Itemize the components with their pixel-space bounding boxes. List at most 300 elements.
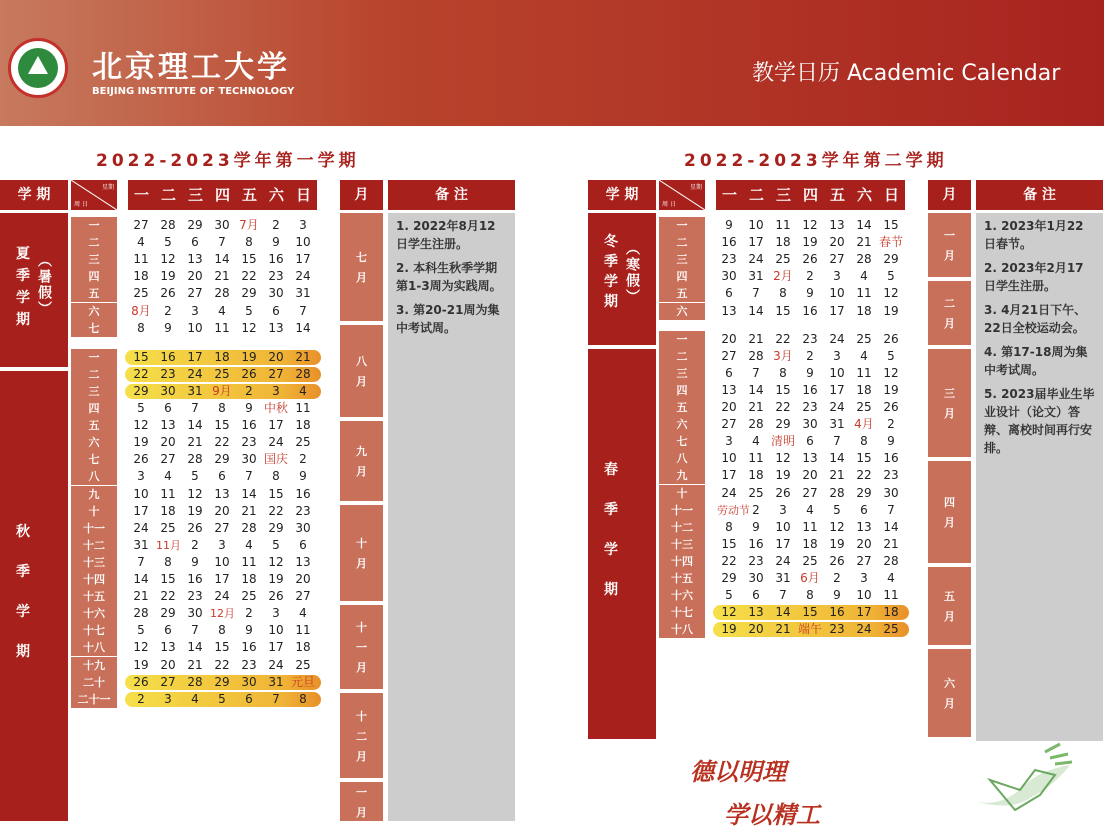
day-cell: 16: [268, 252, 284, 267]
day-cell: 27: [721, 417, 737, 432]
day-cell: 21: [133, 589, 149, 604]
day-cell: 31: [295, 286, 311, 301]
week-number: 六: [71, 303, 117, 320]
day-cell: 4: [137, 235, 145, 250]
day-cell: 端午: [798, 622, 823, 637]
day-cell: 19: [268, 572, 284, 586]
day-cell: 5: [137, 401, 145, 415]
day-cell: 29: [214, 674, 230, 689]
day-cell: 7: [752, 286, 760, 301]
day-cell: 23: [721, 252, 737, 267]
header-month: 月: [928, 180, 971, 210]
day-cell: 18: [748, 468, 764, 483]
day-cell: 13: [802, 451, 818, 466]
day-cell: 28: [187, 674, 203, 689]
day-cell: 31: [268, 674, 284, 689]
week-number: 五: [659, 285, 705, 302]
day-cell: 16: [748, 536, 764, 551]
month-char: 月: [356, 749, 367, 763]
day-cell: 29: [268, 520, 284, 535]
day-cell: 8: [725, 519, 733, 534]
day-cell: 14: [856, 218, 872, 232]
day-cell: 10: [721, 451, 737, 466]
day-cell: 26: [133, 452, 149, 467]
term-char: 夏: [16, 246, 30, 262]
term-cell: [0, 213, 68, 367]
week-number: 二: [659, 348, 705, 365]
term-char: 季: [604, 502, 618, 518]
day-cell: 12: [133, 418, 149, 433]
day-cell: 17: [133, 503, 149, 518]
day-cell: 21: [295, 349, 311, 364]
day-cell: 13: [214, 486, 230, 501]
day-cell: 28: [748, 348, 764, 363]
day-cell: 9: [806, 286, 814, 301]
term-char: 学: [16, 290, 30, 306]
day-cell: 29: [721, 571, 737, 585]
month-cell: [928, 213, 971, 277]
day-cell: 13: [160, 418, 176, 433]
day-cell: 21: [748, 400, 764, 414]
day-cell: 8: [860, 434, 868, 449]
day-cell: 11月: [156, 538, 181, 552]
day-cell: 14: [187, 640, 203, 655]
day-cell: 16: [187, 572, 203, 586]
day-cell: 5: [272, 537, 280, 552]
day-cell: 16: [883, 451, 899, 466]
day-cell: 9: [833, 588, 841, 603]
term-cell: [0, 371, 68, 821]
day-cell: 清明: [771, 434, 796, 449]
term-cell: [588, 213, 656, 345]
day-cell: 3: [191, 303, 199, 318]
day-cell: 27: [829, 252, 845, 267]
day-cell: 2: [299, 452, 307, 467]
week-number: 三: [659, 365, 705, 382]
day-cell: 6: [164, 401, 172, 415]
week-number: 六: [659, 416, 705, 433]
day-cell: 30: [241, 452, 257, 467]
day-cell: 19: [829, 536, 845, 551]
day-cell: 12: [883, 365, 899, 380]
term-char: 学: [604, 542, 618, 558]
day-cell: 30: [268, 286, 284, 301]
month-char: 十: [356, 621, 367, 634]
day-cell: 20: [829, 235, 845, 250]
week-number: 十七: [71, 622, 117, 639]
motto-line-2: 学以精工: [724, 800, 820, 829]
day-cell: 4月: [854, 417, 874, 432]
week-number: 十一: [659, 502, 705, 519]
day-cell: 16: [802, 382, 818, 397]
day-cell: 10: [268, 623, 284, 638]
day-cell: 23: [295, 503, 311, 518]
day-cell: 28: [856, 252, 872, 267]
day-cell: 20: [160, 435, 176, 450]
day-cell: 18: [295, 418, 311, 433]
day-cell: 25: [214, 366, 230, 381]
header-weekday: 三: [182, 180, 209, 210]
term-char: 期: [16, 312, 30, 328]
day-cell: 14: [133, 572, 149, 586]
day-cell: 28: [295, 366, 311, 381]
header-diag-bottom: 周 日: [74, 201, 88, 208]
day-cell: 10: [748, 218, 764, 232]
day-cell: 7: [887, 502, 895, 517]
day-cell: 5: [245, 303, 253, 318]
week-number: 二: [71, 234, 117, 251]
day-cell: 15: [133, 349, 149, 364]
day-cell: 4: [218, 303, 226, 318]
day-cell: 2: [806, 269, 814, 284]
month-char: 月: [944, 249, 955, 262]
day-cell: 14: [883, 519, 899, 534]
day-cell: 6月: [800, 571, 820, 585]
week-number: 十三: [659, 536, 705, 553]
day-cell: 4: [860, 348, 868, 363]
day-cell: 30: [802, 417, 818, 432]
day-cell: 16: [241, 640, 257, 655]
day-cell: 10: [295, 235, 311, 250]
week-number: 十八: [659, 621, 705, 638]
day-cell: 26: [883, 331, 899, 346]
header-weekday: 五: [236, 180, 263, 210]
day-cell: 19: [241, 349, 257, 364]
week-number: 六: [659, 303, 705, 320]
day-cell: 17: [829, 303, 845, 318]
day-cell: 27: [187, 286, 203, 301]
header-weekday: 日: [290, 180, 317, 210]
day-cell: 25: [775, 252, 791, 267]
week-number: 十四: [659, 553, 705, 570]
week-number: 十五: [659, 570, 705, 587]
day-cell: 12: [268, 554, 284, 569]
day-cell: 5: [887, 348, 895, 363]
day-cell: 26: [829, 553, 845, 568]
day-cell: 2: [887, 417, 895, 432]
day-cell: 2: [833, 571, 841, 585]
week-number: 八: [71, 468, 117, 485]
header-notes: 备 注: [388, 180, 515, 210]
day-cell: 31: [748, 269, 764, 284]
day-cell: 23: [802, 400, 818, 414]
day-cell: 10: [775, 519, 791, 534]
month-char: 二: [356, 729, 367, 743]
day-cell: 18: [856, 382, 872, 397]
week-number: 四: [71, 268, 117, 285]
day-cell: 4: [887, 571, 895, 585]
day-cell: 11: [133, 252, 149, 267]
day-cell: 30: [160, 383, 176, 398]
day-cell: 26: [802, 252, 818, 267]
header-banner: [0, 0, 1104, 126]
day-cell: 29: [133, 383, 149, 398]
day-cell: 23: [187, 589, 203, 604]
week-number: 六: [71, 434, 117, 451]
day-cell: 29: [775, 417, 791, 432]
day-cell: 29: [883, 252, 899, 267]
day-cell: 4: [299, 383, 307, 398]
day-cell: 22: [268, 503, 284, 518]
term-char: 期: [604, 294, 618, 310]
university-name-en: BEIJING INSTITUTE OF TECHNOLOGY: [92, 86, 295, 97]
day-cell: 2: [137, 691, 145, 706]
term-paren: （寒假）: [624, 241, 640, 305]
day-cell: 春节: [879, 235, 904, 250]
day-cell: 7: [833, 434, 841, 449]
day-cell: 16: [295, 486, 311, 501]
week-number: 二十一: [71, 691, 117, 708]
day-cell: 8: [164, 554, 172, 569]
header-weekday: 二: [743, 180, 770, 210]
term-char: 期: [16, 644, 30, 660]
day-cell: 24: [214, 589, 230, 604]
day-cell: 8月: [131, 303, 151, 318]
day-cell: 8: [272, 469, 280, 484]
day-cell: 4: [245, 537, 253, 552]
day-cell: 25: [748, 485, 764, 500]
day-cell: 9: [299, 469, 307, 484]
month-char: 二: [944, 297, 955, 310]
day-cell: 4: [860, 269, 868, 284]
day-cell: 6: [725, 286, 733, 301]
day-cell: 3: [272, 383, 280, 398]
header-weekday: 四: [797, 180, 824, 210]
day-cell: 19: [802, 235, 818, 250]
day-cell: 31: [133, 537, 149, 552]
day-cell: 27: [856, 553, 872, 568]
day-cell: 28: [160, 218, 176, 232]
week-number: 十五: [71, 588, 117, 605]
day-cell: 12: [721, 605, 737, 620]
term-char: 学: [604, 274, 618, 290]
day-cell: 9: [164, 320, 172, 335]
day-cell: 3月: [773, 348, 793, 363]
week-number: 二: [71, 366, 117, 383]
day-cell: 9: [752, 519, 760, 534]
day-cell: 9月: [212, 383, 232, 398]
day-cell: 7: [272, 691, 280, 706]
day-cell: 21: [856, 235, 872, 250]
day-cell: 25: [856, 331, 872, 346]
month-char: 月: [944, 697, 955, 710]
day-cell: 22: [214, 657, 230, 672]
day-cell: 8: [779, 286, 787, 301]
week-number: 十一: [71, 520, 117, 537]
day-cell: 18: [883, 605, 899, 620]
day-cell: 30: [214, 218, 230, 232]
day-cell: 26: [883, 400, 899, 414]
term-paren: （暑假）: [36, 253, 52, 317]
day-cell: 19: [721, 622, 737, 637]
day-cell: 5: [137, 623, 145, 638]
day-cell: 8: [245, 235, 253, 250]
day-cell: 7: [137, 554, 145, 569]
day-cell: 2: [272, 218, 280, 232]
note-item: 1. 2023年1月22日春节。: [984, 219, 1084, 251]
day-cell: 25: [295, 657, 311, 672]
month-char: 月: [356, 465, 367, 478]
header-weekday: 六: [263, 180, 290, 210]
month-cell: [928, 461, 971, 563]
day-cell: 14: [214, 252, 230, 267]
week-number: 十二: [71, 537, 117, 554]
week-number: 九: [71, 486, 117, 503]
day-cell: 16: [829, 605, 845, 620]
month-cell: [340, 693, 383, 778]
day-cell: 8: [779, 365, 787, 380]
week-number: 十二: [659, 519, 705, 536]
day-cell: 7: [191, 401, 199, 415]
header-term: 学 期: [588, 180, 656, 210]
day-cell: 2: [245, 383, 253, 398]
day-cell: 30: [883, 485, 899, 500]
day-cell: 30: [721, 269, 737, 284]
day-cell: 15: [268, 486, 284, 501]
day-cell: 12: [187, 486, 203, 501]
day-cell: 24: [268, 435, 284, 450]
day-cell: 14: [295, 320, 311, 335]
day-cell: 13: [160, 640, 176, 655]
day-cell: 20: [160, 657, 176, 672]
day-cell: 17: [721, 468, 737, 483]
day-cell: 23: [160, 366, 176, 381]
day-cell: 12: [775, 451, 791, 466]
header-weekday: 二: [155, 180, 182, 210]
month-char: 一: [356, 785, 367, 799]
day-cell: 26: [268, 589, 284, 604]
day-cell: 24: [268, 657, 284, 672]
day-cell: 30: [295, 520, 311, 535]
day-cell: 9: [245, 401, 253, 415]
month-cell: [928, 349, 971, 457]
week-number: 五: [659, 399, 705, 416]
day-cell: 13: [268, 320, 284, 335]
day-cell: 14: [748, 382, 764, 397]
day-cell: 13: [829, 218, 845, 232]
day-cell: 22: [856, 468, 872, 483]
day-cell: 3: [833, 348, 841, 363]
week-number: 十六: [71, 605, 117, 622]
dove-icon: [960, 740, 1090, 824]
month-char: 八: [356, 355, 367, 368]
day-cell: 8: [137, 320, 145, 335]
day-cell: 19: [883, 382, 899, 397]
day-cell: 18: [802, 536, 818, 551]
day-cell: 14: [241, 486, 257, 501]
day-cell: 9: [272, 235, 280, 250]
day-cell: 14: [187, 418, 203, 433]
header-diag-top: 星期: [101, 184, 114, 191]
day-cell: 23: [829, 622, 845, 637]
day-cell: 19: [133, 435, 149, 450]
day-cell: 10: [829, 365, 845, 380]
day-cell: 29: [241, 286, 257, 301]
month-cell: [928, 281, 971, 345]
day-cell: 4: [164, 469, 172, 484]
day-cell: 8: [299, 691, 307, 706]
week-number: 四: [659, 382, 705, 399]
day-cell: 21: [241, 503, 257, 518]
day-cell: 10: [829, 286, 845, 301]
day-cell: 23: [241, 657, 257, 672]
day-cell: 29: [187, 218, 203, 232]
day-cell: 24: [748, 252, 764, 267]
day-cell: 11: [295, 401, 311, 415]
day-cell: 8: [218, 401, 226, 415]
day-cell: 6: [218, 469, 226, 484]
day-cell: 17: [295, 252, 311, 267]
day-cell: 6: [164, 623, 172, 638]
day-cell: 28: [187, 452, 203, 467]
week-number: 五: [71, 417, 117, 434]
day-cell: 28: [241, 520, 257, 535]
month-char: 九: [356, 445, 367, 458]
day-cell: 3: [779, 502, 787, 517]
day-cell: 26: [160, 286, 176, 301]
header-diag-bottom: 周 日: [662, 201, 676, 208]
day-cell: 15: [214, 640, 230, 655]
day-cell: 国庆: [264, 452, 289, 467]
week-number: 四: [659, 268, 705, 285]
week-number: 一: [659, 217, 705, 234]
day-cell: 25: [241, 589, 257, 604]
day-cell: 12: [802, 218, 818, 232]
day-cell: 17: [856, 605, 872, 620]
day-cell: 21: [214, 269, 230, 284]
day-cell: 5: [887, 269, 895, 284]
month-cell: [340, 505, 383, 601]
day-cell: 8: [218, 623, 226, 638]
term-char: 冬: [604, 234, 618, 250]
month-char: 五: [944, 590, 955, 603]
day-cell: 21: [748, 331, 764, 346]
day-cell: 17: [829, 382, 845, 397]
week-number: 十九: [71, 657, 117, 674]
day-cell: 劳动节: [717, 503, 750, 517]
day-cell: 11: [883, 588, 899, 603]
day-cell: 16: [241, 418, 257, 433]
day-cell: 21: [187, 435, 203, 450]
day-cell: 15: [160, 572, 176, 586]
day-cell: 12月: [210, 607, 235, 621]
day-cell: 18: [856, 303, 872, 318]
day-cell: 25: [295, 435, 311, 450]
day-cell: 元旦: [291, 674, 316, 689]
day-cell: 5: [191, 469, 199, 484]
day-cell: 15: [775, 303, 791, 318]
month-char: 一: [944, 229, 955, 242]
week-number: 七: [659, 433, 705, 450]
day-cell: 25: [883, 622, 899, 637]
day-cell: 23: [748, 553, 764, 568]
day-cell: 31: [775, 571, 791, 585]
month-cell: [340, 421, 383, 501]
day-cell: 23: [268, 269, 284, 284]
day-cell: 19: [160, 269, 176, 284]
day-cell: 20: [802, 468, 818, 483]
day-cell: 17: [268, 418, 284, 433]
month-char: 月: [356, 805, 367, 819]
day-cell: 12: [160, 252, 176, 267]
day-cell: 3: [272, 606, 280, 621]
day-cell: 3: [833, 269, 841, 284]
day-cell: 13: [748, 605, 764, 620]
day-cell: 22: [214, 435, 230, 450]
header-weekday: 一: [716, 180, 743, 210]
header-diag-top: 星期: [689, 184, 702, 191]
day-cell: 19: [187, 503, 203, 518]
